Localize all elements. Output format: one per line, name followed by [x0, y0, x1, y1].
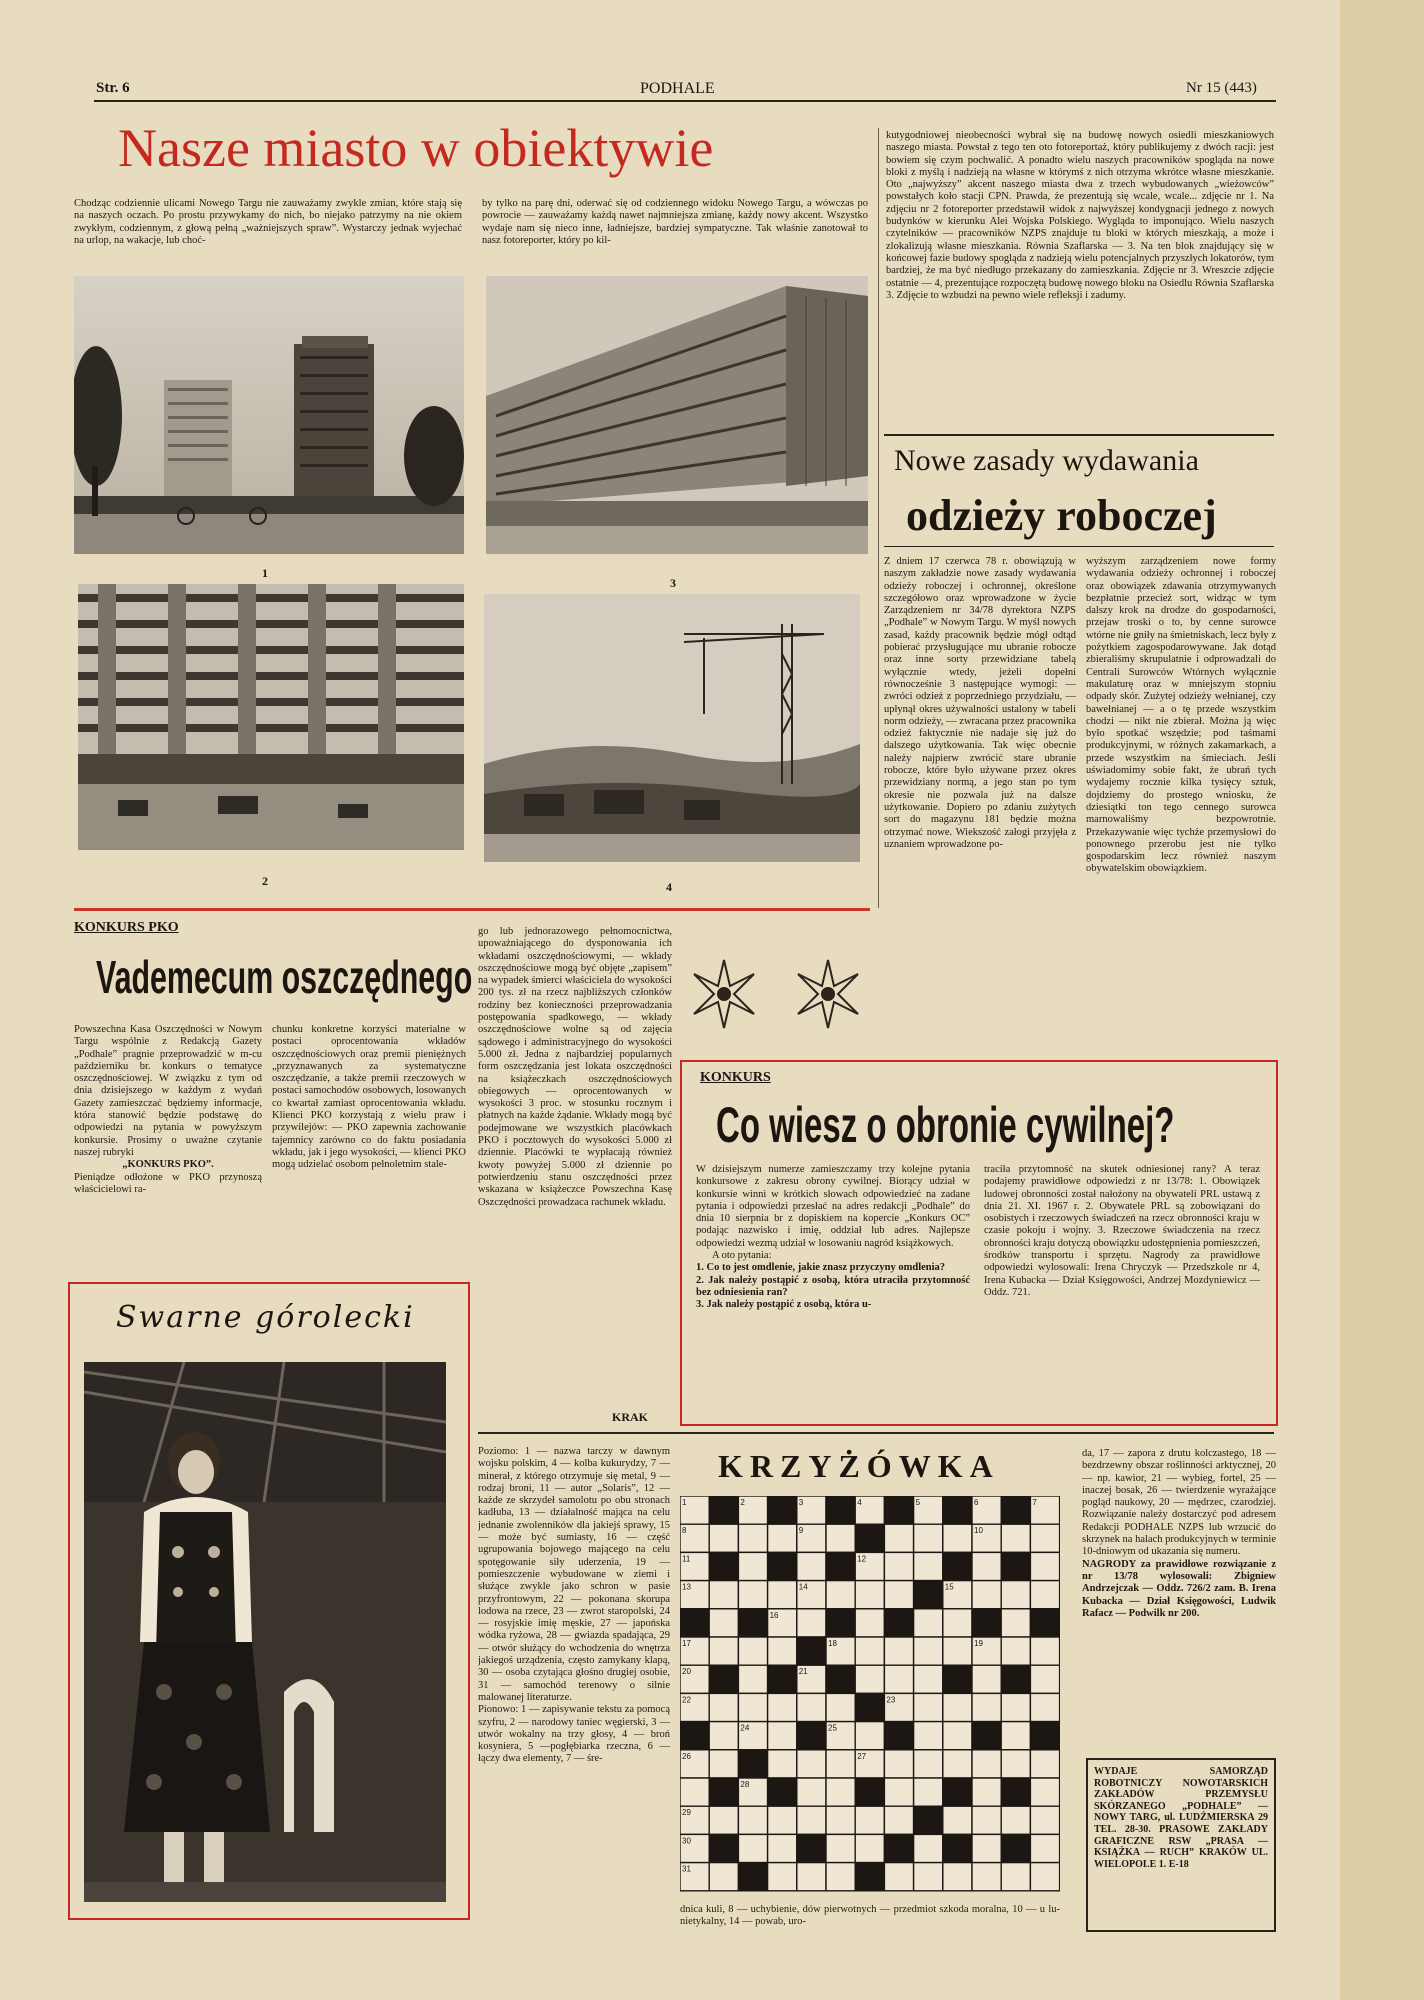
krzyzowka-clues-left	[478, 1446, 670, 1906]
crossword-cell[interactable]	[884, 1637, 913, 1665]
crossword-cell[interactable]	[943, 1637, 972, 1665]
crossword-cell[interactable]	[914, 1524, 943, 1552]
photo-1-towers	[74, 276, 464, 554]
crossword-cell[interactable]	[884, 1609, 913, 1637]
crossword-cell[interactable]	[1001, 1581, 1030, 1609]
vademecum-col1-text: Powszechna Kasa Oszczędności w Nowym Targu wspólnie z Redakcją Gazety „Podhale” pragnie przeprowadzić w m-cu październiku br. konkurs o tematyce oszczędnościowej. W związku z tym od dnia dzisiejszego w każdym z wydań Gazety zamieszczać będziemy informacje, która stanowić będzie podstawę do odpowiedzi na pytania w powyższym konkursie. Prosimy o uważne czytanie naszej rubryki	[74, 1024, 262, 1158]
krzyzowka-nagrody: NAGRODY za prawidłowe rozwiązanie z nr 13/78 wylosowali: Zbigniew Andrzejczak — Oddz. 726/2 zam. B. Irena Kubacka — Dział Księgowości, Ludwik Rafacz — Podwilk nr 200.	[1082, 1558, 1276, 1619]
crossword-number: 3	[798, 1498, 804, 1507]
crossword-cell[interactable]	[914, 1750, 943, 1778]
crossword-cell[interactable]	[914, 1552, 943, 1580]
crossword-cell[interactable]	[768, 1863, 797, 1891]
odziez-title-line1: Nowe zasady wydawania	[894, 444, 1199, 477]
crossword-cell[interactable]	[826, 1496, 855, 1524]
crossword-number: 26	[682, 1751, 691, 1761]
main-headline: Nasze miasto w obiektywie	[118, 118, 714, 178]
crossword-cell[interactable]	[972, 1665, 1001, 1693]
crossword-cell[interactable]	[884, 1665, 913, 1693]
krzyzowka-title: KRZYŻÓWKA	[718, 1448, 1000, 1484]
edelweiss-icon	[684, 954, 874, 1038]
crossword-cell[interactable]	[826, 1863, 855, 1891]
crossword-cell[interactable]	[826, 1581, 855, 1609]
crossword-cell[interactable]	[943, 1524, 972, 1552]
crossword-cell[interactable]	[1001, 1778, 1030, 1806]
crossword-cell[interactable]	[972, 1834, 1001, 1862]
crossword-cell[interactable]	[1001, 1834, 1030, 1862]
crossword-cell[interactable]	[855, 1693, 884, 1721]
crossword-cell[interactable]	[826, 1609, 855, 1637]
crossword-cell[interactable]	[914, 1665, 943, 1693]
obrona-q3: 3. Jak należy postąpić z osobą, która u-	[696, 1299, 872, 1311]
crossword-number: 22	[682, 1695, 691, 1705]
crossword-cell[interactable]	[768, 1581, 797, 1609]
crossword-cell[interactable]	[709, 1806, 738, 1834]
crossword-cell[interactable]	[884, 1524, 913, 1552]
crossword-cell[interactable]	[1030, 1637, 1059, 1665]
crossword-cell[interactable]	[884, 1552, 913, 1580]
crossword-cell[interactable]	[914, 1637, 943, 1665]
crossword-number: 16	[769, 1610, 779, 1620]
crossword-cell[interactable]	[738, 1863, 767, 1891]
crossword-cell[interactable]	[1030, 1863, 1059, 1891]
vademecum-rubric: „KONKURS PKO”.	[122, 1159, 214, 1171]
krzyzowka-right-text: da, 17 — zapora z drutu kolczastego, 18 — bezdrzewny obszar roślinności arktycznej, 20 — np. kawior, 21 — wybieg, fortel, 25 — inaczej bosak, 26 — twierdzenie wyrażające pogląd naukowy, 20 — mędrzec, czarodziej. Rozwiązanie należy dostarczyć pod adresem Redakcji PODHALE NZPS lub wrzucić do skrzynek na halach produkcyjnych w terminie 10-dniowym od ukazania się numeru.	[1082, 1448, 1276, 1558]
crossword-number: 5	[915, 1498, 921, 1507]
crossword-cell[interactable]	[855, 1778, 884, 1806]
caption-2: 2	[262, 874, 268, 888]
caption-3: 3	[670, 576, 676, 590]
crossword-cell[interactable]	[738, 1552, 767, 1580]
crossword-number: 20	[682, 1667, 691, 1677]
crossword-cell[interactable]	[1001, 1552, 1030, 1580]
crossword-cell[interactable]	[1001, 1693, 1030, 1721]
crossword-cell[interactable]	[1001, 1665, 1030, 1693]
odziez-title-line2: odzieży roboczej	[906, 491, 1217, 540]
page-edge	[1340, 0, 1424, 2000]
konkurs-pko-label: KONKURS PKO	[74, 920, 179, 935]
crossword-number: 9	[798, 1526, 804, 1536]
crossword-cell[interactable]	[826, 1552, 855, 1580]
crossword-cell[interactable]	[914, 1722, 943, 1750]
photo-3-block	[486, 276, 868, 554]
crossword-cell[interactable]	[680, 1778, 709, 1806]
crossword-cell[interactable]	[797, 1637, 826, 1665]
crossword-cell[interactable]	[884, 1750, 913, 1778]
crossword-cell[interactable]	[1030, 1552, 1059, 1580]
krzyzowka-clues-right	[1082, 1448, 1276, 1740]
crossword-cell[interactable]	[826, 1778, 855, 1806]
vademecum-col2: chunku konkretne korzyści materialne w postaci oprocentowania wkładów oszczędnościowych oraz premii pieniężnych „przyznawanych za systematyczne oszczędzanie, a także premii rzeczowych w postaci samochodów osobowych, losowanych co kwartał zamiast oprocentowania wkładu. Klienci PKO korzystają z wielu praw i przywilejów: — PKO zapewnia zachowanie tajemnicy zarówno co do faktu posiadania wkładu, jak i jego wysokości, — klienci PKO mogą udzielać osobom pełnoletnim stale-	[272, 1024, 466, 1171]
crossword-number: 17	[682, 1639, 691, 1648]
crossword-cell[interactable]	[709, 1609, 738, 1637]
crossword-cell[interactable]	[826, 1834, 855, 1862]
photo-highlander-girl	[84, 1362, 446, 1902]
obrona-col2: traciła przytomność na skutek odniesionej rany? A teraz podajemy prawidłowe odpowiedzi z nr 13/78: 1. Obowiązek ludowej obronności został nałożony na obywateli PRL ustawą z dnia 21. XI. 1967 r. 2. Obywatele PRL są zobowiązani do osobistych i rzeczowych świadczeń na rzecz obronności kraju w czasie pokoju i wojny. 3. Rzeczowe świadczenia na rzecz obronności kraju dotyczą obowiązku udostępnienia pomieszczeń, środków transportu i sprzętu. Nagrody za prawidłowe odpowiedzi wylosowali: Irena Chryczyk — Przedszkole nr 4, Irena Kubacka — Dział Księgowości, Andrzej Mozdyniewicz — Oddz. 721.	[984, 1164, 1260, 1298]
crossword-number: 28	[740, 1780, 750, 1789]
main-article-col2: by tylko na parę dni, oderwać się od codziennego widoku Nowego Targu, a wówczas po powrocie — zauważamy każdą nawet najmniejsza zmianę, każdy nowy akcent. Wszystko wydaje nam się nieco inne, ładniejsze, bardziej sympatyczne. Tak właśnie zanotował to nasz fotoreporter, który po kil-	[482, 198, 868, 246]
crossword-number: 30	[682, 1836, 691, 1846]
crossword-cell[interactable]	[797, 1834, 826, 1862]
obrona-intro: W dzisiejszym numerze zamieszczamy trzy kolejne pytania konkursowe z zakresu obrony cywilnej. Biorący udział w konkursie winni w krótkich słowach odpowiedzieć na zadane pytania i odpowiedzi przesłać na adres redakcji „Podhale” do dnia 10 sierpnia br z dopiskiem na kopercie „Konkurs OC” podając nazwisko i imię, oddział lub adres. Najlepsze odpowiedzi wezmą udział w losowaniu nagród książkowych.	[696, 1164, 970, 1249]
crossword-cell[interactable]	[1030, 1665, 1059, 1693]
crossword-cell[interactable]	[884, 1863, 913, 1891]
crossword-cell[interactable]	[855, 1834, 884, 1862]
crossword-cell[interactable]	[855, 1581, 884, 1609]
obrona-questions-intro: A oto pytania:	[712, 1250, 772, 1262]
crossword-cell[interactable]	[797, 1552, 826, 1580]
crossword-cell[interactable]	[1001, 1750, 1030, 1778]
crossword-cell[interactable]	[709, 1665, 738, 1693]
issue-number: Nr 15 (443)	[1186, 80, 1257, 96]
odziez-top-rule	[884, 434, 1274, 436]
crossword-cell[interactable]	[768, 1637, 797, 1665]
crossword-cell[interactable]	[914, 1778, 943, 1806]
caption-1: 1	[262, 566, 268, 580]
vademecum-signature: KRAK	[612, 1410, 648, 1424]
crossword-cell[interactable]	[972, 1806, 1001, 1834]
obrona-title: Co wiesz o obronie cywilnej?	[716, 1097, 1175, 1153]
crossword-cell[interactable]	[972, 1778, 1001, 1806]
crossword-cell[interactable]	[797, 1609, 826, 1637]
crossword-cell[interactable]	[884, 1722, 913, 1750]
crossword-cell[interactable]	[709, 1722, 738, 1750]
column-divider	[878, 128, 879, 908]
crossword-number: 18	[828, 1639, 837, 1648]
crossword-cell[interactable]	[884, 1581, 913, 1609]
crossword-cell[interactable]	[943, 1496, 972, 1524]
krzyzowka-poziomo: Poziomo: 1 — nazwa tarczy w dawnym wojsku polskim, 4 — kolba kukurydzy, 7 — minerał, z którego otrzymuje się metal, 9 — rodzaj broni, 11 — autor „Solaris”, 12 — każde ze skrzydeł samolotu po obu stronach kadłuba, 13 — działalność mająca na celu jednanie zwolenników dla jakiejś sprawy, 15 — może być sumiasty, 16 — część ugrupowania bojowego mającego na celu spotęgowanie siły uderzenia, 19 — pomieszczenie wybudowane w ziemi i służące zwykle jako schron w pasie przyfrontowym, 22 — pokonana skorupa lodowa na rzece, 23 — zwrot staropolski, 24 — rosyjskie imię męskie, 27 — japońska wódka ryżowa, 28 — gwiazda spadająca, 29 — otwór służący do wchodzenia do wnętrza jakiegoś urządzenia, często zamykany klapą, 30 — osoba czytająca głośno drugiej osobie, 31 — samochód terenowy o silnie malowanej literaturze.	[478, 1446, 670, 1703]
crossword-cell[interactable]	[972, 1552, 1001, 1580]
crossword-cell[interactable]	[738, 1750, 767, 1778]
krzyzowka-clues-bottom: dnica kuli, 8 — uchybienie, dów pierwotnych — przedmiot szkoda moralna, 10 — u lu- nietykalny, 14 — powab, uro-	[680, 1904, 1060, 1928]
crossword-cell[interactable]	[914, 1834, 943, 1862]
crossword-cell[interactable]	[738, 1524, 767, 1552]
photo-2-facade	[78, 584, 464, 850]
crossword-number: 29	[682, 1808, 691, 1818]
crossword-cell[interactable]	[768, 1806, 797, 1834]
crossword-cell[interactable]	[855, 1722, 884, 1750]
crossword-cell[interactable]	[1030, 1524, 1059, 1552]
crossword-cell[interactable]	[738, 1581, 767, 1609]
crossword-cell[interactable]	[680, 1722, 709, 1750]
crossword-number: 11	[682, 1554, 691, 1564]
crossword-cell[interactable]	[768, 1778, 797, 1806]
crossword-cell[interactable]	[1001, 1722, 1030, 1750]
crossword-number: 31	[682, 1864, 691, 1874]
crossword-cell[interactable]	[738, 1806, 767, 1834]
crossword-cell[interactable]	[943, 1750, 972, 1778]
crossword-cell[interactable]	[797, 1863, 826, 1891]
crossword-number: 8	[682, 1526, 687, 1536]
crossword-cell[interactable]	[1001, 1609, 1030, 1637]
crossword-cell[interactable]	[709, 1778, 738, 1806]
crossword-cell[interactable]	[738, 1609, 767, 1637]
odziez-col2: wyższym zarządzeniem nowe formy wydawania odzieży ochronnej i roboczej oraz obowiązek zdawania otrzymywanych bezpłatnie przecież sort, widząc w tym dalszy krok na drodze do gospodarności, przejaw troski o to, by cenne surowce wtórne nie gniły na śmietniskach, lecz były z pożytkiem zagospodarowywane. Jak dotąd zbieraliśmy skrupulatnie i odprowadzali do Centrali Surowców Wtórnych wyłącznie makulaturę oraz w mniejszym stopniu odpady skór. Zużytej odzieży wełnianej, czy bawełnianej — a o tę przede wszystkim chodzi — nikt nie zbierał. Można ją więc było spotkać wszędzie; pod taśmami produkcyjnymi, w różnych zakamarkach, a przede wszystkim na śmieciach. Jeśli uświadomimy sobie fakt, że ubrań tych wydajemy rocznie kilka tysięcy sztuk, dojdziemy do prostego wniosku, że dziesiątki ton tego cennego surowca marnowaliśmy bezpowrotnie. Przekazywanie więc tychże przemysłowi do ponownego przerobu jest nie tylko gospodarskim lecz również naszym obywatelskim obowiązkiem.	[1086, 556, 1276, 875]
krzyzowka-pionowo: Pionowo: 1 — zapisywanie tekstu za pomocą szyfru, 2 — narodowy taniec węgierski, 3 — utwór wokalny na trzy głosy, 4 — broń kosyniera, 5 —pogłębiarka rzeczna, 6 — łączy dwa elementy, 7 — śre-	[478, 1704, 670, 1765]
crossword-cell[interactable]	[943, 1693, 972, 1721]
crossword-cell[interactable]	[738, 1834, 767, 1862]
caption-4: 4	[666, 880, 672, 894]
crossword-number: 23	[886, 1695, 896, 1705]
crossword-cell[interactable]	[943, 1665, 972, 1693]
crossword-cell[interactable]	[797, 1750, 826, 1778]
obrona-q2: 2. Jak należy postąpić z osobą, która utraciła przytomność bez odniesienia ran?	[696, 1274, 970, 1298]
crossword-cell[interactable]	[1030, 1750, 1059, 1778]
vademecum-col1-end: Pieniądze odłożone w PKO przynoszą właścicielowi ra-	[74, 1171, 262, 1195]
photo-4-crane	[484, 594, 860, 862]
crossword-cell[interactable]	[855, 1609, 884, 1637]
obrona-col1	[696, 1164, 970, 1414]
crossword-cell[interactable]	[855, 1637, 884, 1665]
crossword-cell[interactable]	[914, 1581, 943, 1609]
crossword-number: 19	[974, 1639, 983, 1648]
konkurs-label: KONKURS	[700, 1070, 771, 1085]
crossword-cell[interactable]	[1001, 1637, 1030, 1665]
crossword-cell[interactable]	[768, 1722, 797, 1750]
crossword-cell[interactable]	[826, 1665, 855, 1693]
obrona-q1: 1. Co to jest omdlenie, jakie znasz przyczyny omdlenia?	[696, 1262, 946, 1274]
crossword-cell[interactable]	[738, 1637, 767, 1665]
crossword-cell[interactable]	[1001, 1496, 1030, 1524]
crossword-cell[interactable]	[1030, 1693, 1059, 1721]
crossword-number: 1	[682, 1498, 687, 1507]
crossword-cell[interactable]	[943, 1778, 972, 1806]
crossword-cell[interactable]	[1030, 1609, 1059, 1637]
impressum-text: WYDAJE SAMORZĄD ROBOTNICZY NOWOTARSKICH ZAKŁADÓW PRZEMYSŁU SKÓRZANEGO „PODHALE” — NOWY TARG, ul. LUDŹMIERSKA 29 TEL. 28-30. PRASOWE ZAKŁADY GRAFICZNE RSW „PRASA — KSIĄŻKA — RUCH” KRAKÓW UL. WIELOPOLE 1. E-18	[1094, 1766, 1268, 1870]
crossword-cell[interactable]	[855, 1863, 884, 1891]
page-number: Str. 6	[96, 80, 130, 96]
crossword-cell[interactable]	[709, 1524, 738, 1552]
crossword-cell[interactable]	[855, 1665, 884, 1693]
crossword-cell[interactable]	[1030, 1778, 1059, 1806]
crossword-cell[interactable]	[1001, 1863, 1030, 1891]
crossword-cell[interactable]	[972, 1863, 1001, 1891]
crossword-number: 27	[857, 1751, 867, 1761]
vademecum-col1	[74, 1024, 262, 1224]
red-separator	[74, 908, 870, 911]
crossword-cell[interactable]	[1001, 1806, 1030, 1834]
crossword-cell[interactable]	[943, 1834, 972, 1862]
crossword-number: 4	[857, 1498, 862, 1507]
crossword-cell[interactable]	[943, 1552, 972, 1580]
crossword-cell[interactable]	[768, 1496, 797, 1524]
crossword-cell[interactable]	[884, 1496, 913, 1524]
obrona-title-wrap	[716, 1096, 1411, 1154]
crossword-cell[interactable]	[709, 1834, 738, 1862]
crossword-cell[interactable]	[738, 1693, 767, 1721]
crossword-cell[interactable]	[768, 1834, 797, 1862]
crossword-cell[interactable]	[826, 1524, 855, 1552]
crossword-cell[interactable]	[768, 1524, 797, 1552]
crossword-cell[interactable]	[884, 1834, 913, 1862]
crossword-cell[interactable]	[1030, 1834, 1059, 1862]
crossword-cell[interactable]	[943, 1609, 972, 1637]
crossword-number: 10	[974, 1526, 983, 1536]
crossword-cell[interactable]	[797, 1693, 826, 1721]
crossword-cell[interactable]	[826, 1693, 855, 1721]
crossword-cell[interactable]	[972, 1581, 1001, 1609]
crossword-number: 21	[798, 1667, 808, 1677]
header-rule	[94, 100, 1276, 102]
crossword-cell[interactable]	[972, 1609, 1001, 1637]
swarne-title: Swarne górolecki	[116, 1300, 415, 1335]
crossword-number: 24	[740, 1723, 750, 1733]
crossword-cell[interactable]	[1030, 1806, 1059, 1834]
main-article-col1: Chodząc codziennie ulicami Nowego Targu nie zauważamy zwykle zmian, które stają się na naszych oczach. Po prostu przywykamy do nich, bo niejako patrzymy na nie okiem zwykłym, codziennym, z głową pełną „ważniejszych spraw”. Wystarczy jednak wyjechać na urlop, na wakacje, lub choć-	[74, 198, 462, 246]
crossword-cell[interactable]	[914, 1693, 943, 1721]
vademecum-col3: go lub jednorazowego pełnomocnictwa, upoważniającego do dysponowania ich wkładami oszczędnościowymi, — wkłady oszczędnościowe mogą być objęte „zapisem” na wypadek śmierci właściciela do wysokości 200 tys. zł na rzecz najbliższych członków rodziny bez konieczności przeprowadzania postępowania spadkowego, — wkłady oszczędnościowe wolne są od zajęcia sądowego i administracyjnego do wysokości 5.000 zł. Jedna z najbardziej popularnych form oszczędzania jest lokata oszczędności na książeczkach oszczędnościowych obiegowych — oprocentowanych w wysokości 3 proc. w stosunku rocznym i płatnych na każde żądanie. Wkłady mogą być podejmowane we wszystkich placówkach PKO i pocztowych do wysokości 5.000 zł dziennie. Placówki te wypłacają również kwoty powyżej 5.000 zł dziennie po potwierdzeniu stanu oszczędności przez wskazana w książeczce Powszechna Kasę Oszczędności prowadzaca rachunek wkładu.	[478, 926, 672, 1208]
crossword-cell[interactable]	[738, 1665, 767, 1693]
paper-title: PODHALE	[640, 80, 715, 97]
crossword-cell[interactable]	[972, 1693, 1001, 1721]
crossword-cell[interactable]	[709, 1496, 738, 1524]
crossword-cell[interactable]	[797, 1778, 826, 1806]
crossword-cell[interactable]	[855, 1524, 884, 1552]
crossword-number: 25	[828, 1723, 837, 1733]
crossword-cell[interactable]	[709, 1552, 738, 1580]
crossword-cell[interactable]	[709, 1693, 738, 1721]
crossword-cell[interactable]	[709, 1863, 738, 1891]
vademecum-title: Vademecum oszczędnego	[96, 951, 473, 1003]
crossword-cell[interactable]	[826, 1750, 855, 1778]
crossword-number: 7	[1032, 1498, 1037, 1507]
crossword-cell[interactable]	[1001, 1524, 1030, 1552]
crossword-cell[interactable]	[972, 1750, 1001, 1778]
crossword-cell[interactable]	[914, 1609, 943, 1637]
crossword-cell[interactable]	[768, 1693, 797, 1721]
crossword-cell[interactable]	[768, 1665, 797, 1693]
crossword-cell[interactable]	[914, 1863, 943, 1891]
crossword-number: 14	[798, 1582, 808, 1592]
odziez-col1: Z dniem 17 czerwca 78 r. obowiązują w naszym zakładzie nowe zasady wydawania odzieży roboczej i ochronnej, określone szczegółowo oraz wprowadzone w życie Zarządzeniem nr 34/78 dyrektora NZPS „Podhale” w Nowym Targu. W myśl nowych zasad, każdy pracownik będzie mógł odtąd pobierać przysługujące mu ubranie robocze oraz inne sorty przewidziane tabelą wyłącznie wtedy, jeżeli dopełni równocześnie 3 następujące wymogi: — zwróci odzież z poprzedniego przydziału, — upłynął okres używalności ustalony w tabeli norm odzieży, — zwracana przez pracownika odzież faktycznie nie nadaje się już do dalszego użytkowania. Tak więc obecnie należy najpierw zwrócić stare ubranie robocze, które było używane przez okres przewidziany normą, a jego stan po tym okresie nie pozwala już na dalsze użytkowanie. Dopiero po zdaniu zużytych sort do magazynu 181 będzie można otrzymać nowe. Wiekszość załogi przyjęła z uznaniem wprowadzone po-	[884, 556, 1076, 850]
main-article-col3: kutygodniowej nieobecności wybrał się na budowę nowych osiedli mieszkaniowych naszego miasta. Powstał z tego ten oto fotoreportaż, który publikujemy z dwóch racji: jest bowiem się czym pochwalić. A ponadto wielu naszych pracowników spogląda na nowe bloki z myślą i nadzieją na własne w którymś z nich otrzyma wkrótce własne mieszkanie. Oto „najwyższy” akcent naszego miasta dwa z trzech wybudowanych „wieżowców” powstałych koło stacji CPN. Prawda, że prezentują się wcale, wcale... zdjęcie nr 1. Na zdjęciu nr 2 fotoreporter przedstawił widok z najwyższej kondygnacji jednego z nowych budynków w kierunku Alei Wojska Polskiego. Wygląda to imponująco. Wielu naszych czytelników — pracowników NZPS znajduje tu bloki w których mieszkają, a może i zlokalizują własne mieszkania. Równia Szaflarska — 3. Na ten blok znajdujący się w końcowej fazie budowy spogląda z nadzieją wielu potencjalnych przyszłych lokatorów, tym bardziej, że ma być niedługo przekazany do zamieszkania. Zdjęcie nr 3. Wreszcie zdjęcie ostatnie — 4, prezentujące rozpoczętą budowę nowego bloku na Osiedlu Równia Szaflarska 3. Zdjęcie to wzbudzi na pewno wiele refleksji i zadumy.	[886, 130, 1274, 301]
krzyzowka-top-rule	[478, 1432, 1274, 1434]
crossword-cell[interactable]	[680, 1609, 709, 1637]
crossword-cell[interactable]	[914, 1806, 943, 1834]
crossword-number: 6	[974, 1498, 979, 1507]
crossword-cell[interactable]	[709, 1750, 738, 1778]
crossword-number: 15	[944, 1582, 954, 1592]
crossword-cell[interactable]	[943, 1722, 972, 1750]
crossword-cell[interactable]	[797, 1722, 826, 1750]
crossword-cell[interactable]	[884, 1778, 913, 1806]
crossword-number: 2	[740, 1498, 745, 1507]
crossword-cell[interactable]	[826, 1806, 855, 1834]
crossword-cell[interactable]	[943, 1863, 972, 1891]
crossword-cell[interactable]	[972, 1722, 1001, 1750]
crossword-cell[interactable]	[855, 1806, 884, 1834]
odziez-title-rule	[884, 546, 1274, 547]
crossword-cell[interactable]	[709, 1637, 738, 1665]
crossword-number: 12	[857, 1554, 867, 1564]
crossword-cell[interactable]	[709, 1581, 738, 1609]
crossword-cell[interactable]	[797, 1806, 826, 1834]
crossword-grid[interactable]	[680, 1496, 1060, 1892]
crossword-cell[interactable]	[768, 1750, 797, 1778]
crossword-number: 13	[682, 1582, 691, 1592]
crossword-cell[interactable]	[1030, 1722, 1059, 1750]
impressum-box	[1086, 1758, 1276, 1932]
crossword-cell[interactable]	[768, 1552, 797, 1580]
crossword-cell[interactable]	[943, 1806, 972, 1834]
crossword-cell[interactable]	[1030, 1581, 1059, 1609]
crossword-cell[interactable]	[884, 1806, 913, 1834]
